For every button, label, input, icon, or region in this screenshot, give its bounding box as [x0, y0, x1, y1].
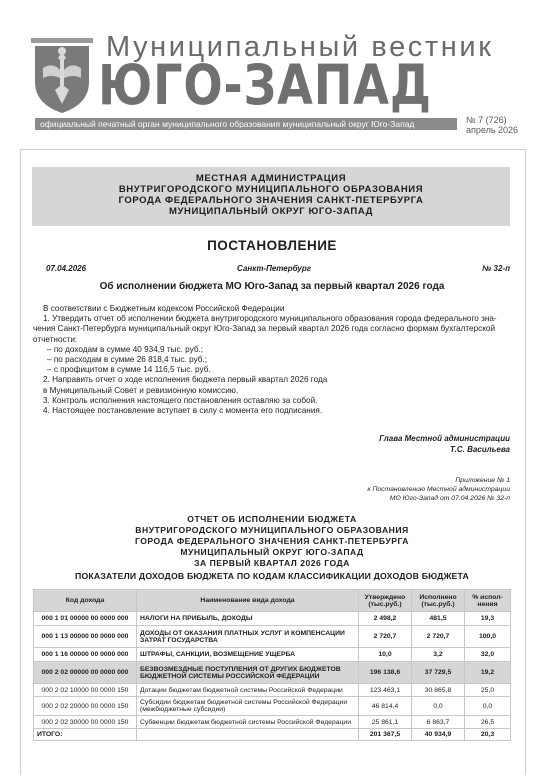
- paragraph: 3. Контроль исполнения настоящего постановления оставляю за собой.: [43, 395, 318, 405]
- executed-value: 481,5: [412, 612, 465, 626]
- paragraph: 2. Направить отчет о ходе исполнения бюджета первый квартал 2026 года: [43, 375, 328, 385]
- coat-of-arms-icon: [31, 38, 93, 114]
- executed-value: 6 863,7: [412, 716, 465, 729]
- list-item: – по доходам в сумме 40 934,9 тыс. руб.;: [47, 344, 204, 354]
- income-name: БЕЗВОЗМЕЗДНЫЕ ПОСТУПЛЕНИЯ ОТ ДРУГИХ БЮДЖЕТОВ БЮДЖЕТНОЙ СИСТЕМЫ РОССИЙСКОЙ ФЕДЕРАЦИИ: [137, 662, 359, 684]
- income-name: ДОХОДЫ ОТ ОКАЗАНИЯ ПЛАТНЫХ УСЛУГ И КОМПЕНСАЦИИ ЗАТРАТ ГОСУДАРСТВА: [137, 626, 359, 648]
- column-header: Код дохода: [34, 590, 137, 612]
- percent-value: 100,0: [465, 626, 511, 648]
- income-code: 000 2 02 10000 00 0000 150: [34, 684, 137, 697]
- table-row: [34, 662, 511, 684]
- total-executed: 40 934,9: [412, 729, 465, 741]
- paragraph: отчетности:: [33, 334, 78, 344]
- approved-value: 10,0: [359, 648, 412, 662]
- approved-value: 123 463,1: [359, 684, 412, 697]
- approved-value: 25 861,1: [359, 716, 412, 729]
- executed-value: 30 865,8: [412, 684, 465, 697]
- signature-title: Глава Местной администрации: [379, 434, 510, 443]
- table-title: ПОКАЗАТЕЛИ ДОХОДОВ БЮДЖЕТА ПО КОДАМ КЛАССИФИКАЦИИ ДОХОДОВ БЮДЖЕТА: [75, 571, 469, 581]
- executed-value: 3,2: [412, 648, 465, 662]
- percent-value: 0,0: [465, 697, 511, 716]
- income-name: НАЛОГИ НА ПРИБЫЛЬ, ДОХОДЫ: [137, 612, 359, 626]
- header-line: ВНУТРИГОРОДСКОГО МУНИЦИПАЛЬНОГО ОБРАЗОВАНИЯ: [118, 184, 424, 195]
- signature-name: Т.С. Васильева: [450, 445, 510, 454]
- table-body: [34, 612, 511, 741]
- approved-value: 46 814,4: [359, 697, 412, 716]
- table-row: [34, 626, 511, 648]
- column-header: Наименование вида дохода: [137, 590, 359, 612]
- header-line: ГОРОДА ФЕДЕРАЛЬНОГО ЗНАЧЕНИЯ САНКТ-ПЕТЕРБУРГА: [118, 195, 424, 206]
- issue-number: № 7 (726): [466, 115, 507, 125]
- executed-value: 37 729,5: [412, 662, 465, 684]
- resolution-date: 07.04.2026: [46, 264, 87, 273]
- annex-line: Приложение № 1: [455, 477, 510, 484]
- newspaper-top-title: Муниципальный вестник: [106, 31, 494, 63]
- table-header-row: [34, 590, 511, 612]
- report-title-line: ЗА ПЕРВЫЙ КВАРТАЛ 2026 ГОДА: [194, 558, 350, 568]
- table-total-row: [34, 729, 511, 741]
- percent-value: 26,5: [465, 716, 511, 729]
- income-code: 000 1 13 00000 00 0000 000: [34, 626, 137, 648]
- paragraph: 1. Утвердить отчет об исполнении бюджета внутригородского муниципального образования города федерального зна-: [43, 314, 497, 324]
- total-percent: 20,3: [465, 729, 511, 741]
- table-row: [34, 612, 511, 626]
- table-row: [34, 697, 511, 716]
- percent-value: 25,0: [465, 684, 511, 697]
- income-table: [33, 589, 511, 741]
- annex-note: [367, 476, 510, 503]
- paragraph: в Муниципальный Совет и ревизионную комиссию.: [43, 385, 239, 395]
- income-code: 000 1 01 00000 00 0000 000: [34, 612, 137, 626]
- table-row: [34, 684, 511, 697]
- income-code: 000 2 02 00000 00 0000 000: [34, 662, 137, 684]
- report-title: [0, 514, 544, 569]
- issue-date: апрель 2026: [466, 125, 519, 135]
- column-header: Утверждено (тыс.руб.): [359, 590, 412, 612]
- column-header: % испол- нения: [465, 590, 511, 612]
- approved-value: 2 498,2: [359, 612, 412, 626]
- report-title-line: ВНУТРИГОРОДСКОГО МУНИЦИПАЛЬНОГО ОБРАЗОВАНИЯ: [135, 525, 409, 535]
- resolution-body: [33, 304, 511, 416]
- income-code: 000 2 02 20000 00 0000 150: [34, 697, 137, 716]
- percent-value: 19,3: [465, 612, 511, 626]
- income-name: Субсидии бюджетам бюджетной системы Российской Федерации (межбюджетные субсидии): [137, 697, 359, 716]
- executed-value: 2 720,7: [412, 626, 465, 648]
- column-header: Исполнено (тыс.руб.): [412, 590, 465, 612]
- resolution-subject: Об исполнении бюджета МО Юго-Запад за первый квартал 2026 года: [99, 281, 445, 292]
- report-title-line: ГОРОДА ФЕДЕРАЛЬНОГО ЗНАЧЕНИЯ САНКТ-ПЕТЕРБУРГА: [134, 536, 410, 546]
- report-title-line: МУНИЦИПАЛЬНЫЙ ОКРУГ ЮГО-ЗАПАД: [180, 547, 364, 557]
- report-title-line: ОТЧЕТ ОБ ИСПОЛНЕНИИ БЮДЖЕТА: [187, 514, 357, 524]
- paragraph: чения Санкт-Петербурга муниципальный округ Юго-Запад за первый квартал 2026 года согласно формам бухгалтерской: [33, 324, 496, 334]
- list-item: – по расходам в сумме 26 818,4 тыс. руб.;: [47, 355, 208, 365]
- newspaper-subtitle: официальный печатный орган муниципального образования муниципальный округ Юго-Запад: [40, 119, 415, 129]
- percent-value: 32,0: [465, 648, 511, 662]
- header-line: МЕСТНАЯ АДМИНИСТРАЦИЯ: [195, 173, 347, 184]
- paragraph: В соответствии с Бюджетным кодексом Российской Федерации: [43, 304, 285, 313]
- resolution-title: ПОСТАНОВЛЕНИЕ: [207, 238, 337, 253]
- annex-line: к Постановлению Местной администрации: [367, 486, 510, 493]
- percent-value: 19,2: [465, 662, 511, 684]
- income-name: Дотации бюджетам бюджетной системы Российской Федерации: [137, 684, 359, 697]
- header-line: МУНИЦИПАЛЬНЫЙ ОКРУГ ЮГО-ЗАПАД: [168, 206, 374, 217]
- resolution-city: Санкт-Петербург: [237, 264, 311, 273]
- total-approved: 201 367,5: [359, 729, 412, 741]
- list-item: – с профицитом в сумме 14 116,5 тыс. руб.: [47, 365, 211, 375]
- income-name: ШТРАФЫ, САНКЦИИ, ВОЗМЕЩЕНИЕ УЩЕРБА: [137, 648, 359, 662]
- newspaper-title: ЮГО-ЗАПАД: [98, 53, 432, 117]
- paragraph: 4. Настоящее постановление вступает в силу с момента его подписания.: [43, 406, 323, 416]
- executed-value: 0,0: [412, 697, 465, 716]
- approved-value: 196 138,6: [359, 662, 412, 684]
- income-code: 000 2 02 30000 00 0000 150: [34, 716, 137, 729]
- income-code: 000 1 16 00000 00 0000 000: [34, 648, 137, 662]
- resolution-number: № 32-п: [482, 264, 510, 273]
- table-row: [34, 716, 511, 729]
- approved-value: 2 720,7: [359, 626, 412, 648]
- total-label: ИТОГО:: [34, 729, 137, 741]
- total-empty: [137, 729, 359, 741]
- income-name: Субвенции бюджетам бюджетной системы Российской Федерации: [137, 716, 359, 729]
- annex-line: МО Юго-Запад от 07.04.2026 № 32-п: [389, 495, 510, 502]
- table-row: [34, 648, 511, 662]
